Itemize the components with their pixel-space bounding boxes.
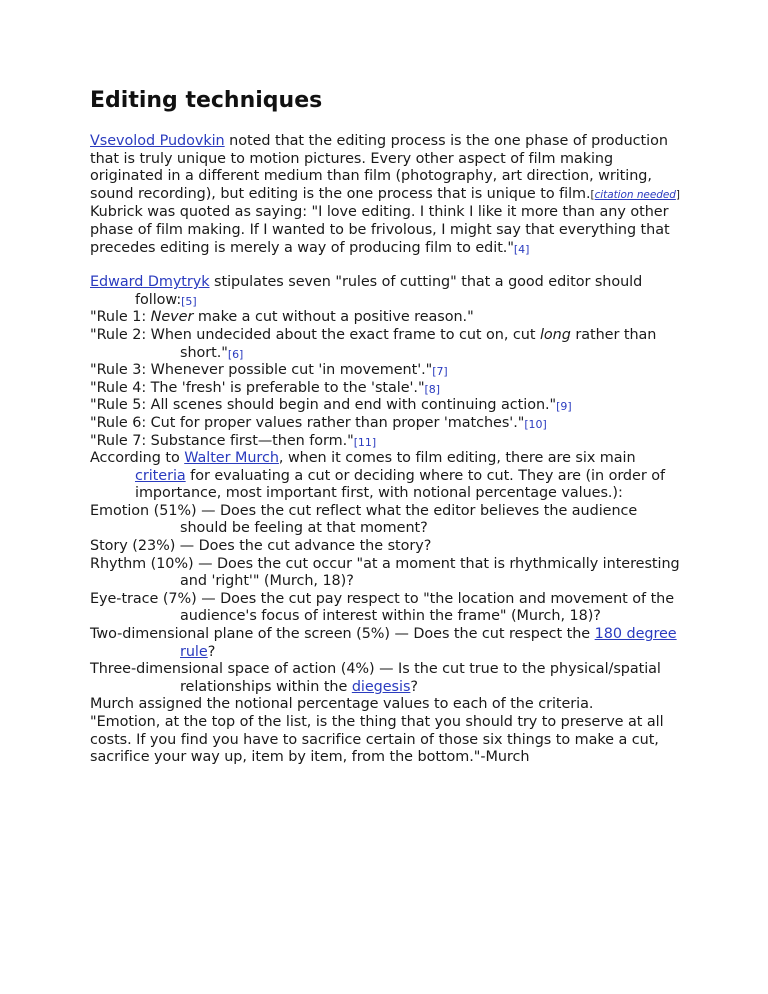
paragraph-text: Kubrick was quoted as saying: "I love editing. I think I like it more than any other phase of film making. If I wanted to be frivolous, I might say that everything that precedes editing is merely a way of producing film to edit." <box>90 204 670 256</box>
criterion-text: Two-dimensional plane of the screen (5%) — Does the cut respect the <box>90 626 595 643</box>
paragraph-gap <box>90 257 686 274</box>
rule-5 <box>90 397 686 415</box>
rule-emphasis: Never <box>150 309 194 326</box>
criterion-eye-trace: Eye-trace (7%) — Does the cut pay respect to "the location and movement of the audience's focus of interest within the frame" (Murch, 18)? <box>90 590 675 625</box>
criterion-text: ? <box>207 643 216 660</box>
link-diegesis[interactable]: diegesis <box>351 678 411 695</box>
paragraph-text: , when it comes to film editing, there are six main <box>278 450 636 467</box>
rule-text: "Rule 3: Whenever possible cut 'in movement'." <box>90 362 433 379</box>
criterion-rhythm: Rhythm (10%) — Does the cut occur "at a moment that is rhythmically interesting and 'right'" (Murch, 18)? <box>90 555 680 590</box>
rule-text: "Rule 6: Cut for proper values rather than proper 'matches'." <box>90 414 525 431</box>
paragraph-pudovkin <box>90 133 686 257</box>
rule-7 <box>90 433 686 451</box>
criterion-emotion: Emotion (51%) — Does the cut reflect what the editor believes the audience should be feeling at that moment? <box>90 502 638 537</box>
criterion-text: ? <box>410 678 418 695</box>
rule-text: "Rule 1: <box>90 309 151 326</box>
criterion-three-dimensional <box>90 661 686 696</box>
rule-text: "Rule 5: All scenes should begin and end with continuing action." <box>90 397 557 414</box>
paragraph-murch-intro <box>90 450 686 503</box>
rule-4 <box>90 380 686 398</box>
link-edward-dmytryk[interactable]: Edward Dmytryk <box>90 274 210 291</box>
rule-text: "Rule 2: When undecided about the exact frame to cut on, cut <box>90 326 540 343</box>
rule-text: "Rule 4: The 'fresh' is preferable to the 'stale'." <box>90 379 425 396</box>
murch-quote: "Emotion, at the top of the list, is the thing that you should try to preserve at all costs. If you find you have to sacrifice certain of those six things to make a cut, sacrifice your way up, item by item, from the bottom."-Murch <box>90 714 664 766</box>
reference-11[interactable]: [11] <box>353 435 377 449</box>
closing-line: Murch assigned the notional percentage values to each of the criteria. <box>90 696 594 713</box>
citation-needed-tag[interactable]: [citation needed] <box>590 188 680 201</box>
paragraph-text: According to <box>90 450 185 467</box>
article-body <box>90 133 686 767</box>
link-180-degree-rule[interactable]: 180 degree rule <box>180 626 677 660</box>
reference-7[interactable]: [7] <box>432 365 448 379</box>
rule-text: rather than short." <box>180 326 657 361</box>
link-vsevolod-pudovkin[interactable]: Vsevolod Pudovkin <box>90 133 225 149</box>
link-citation-needed[interactable]: citation needed <box>594 188 676 201</box>
criterion-two-dimensional <box>90 626 686 661</box>
section-heading: Editing techniques <box>90 88 323 113</box>
paragraph-text: stipulates seven "rules of cutting" that a good editor should follow: <box>135 274 643 308</box>
reference-5[interactable]: [5] <box>181 294 197 308</box>
criterion-text: Three-dimensional space of action (4%) — Is the cut true to the physical/spatial relationships within the <box>90 661 661 695</box>
paragraph-dmytryk <box>90 274 686 309</box>
rule-text: make a cut without a positive reason." <box>193 309 474 326</box>
rule-emphasis: long <box>539 326 571 343</box>
reference-9[interactable]: [9] <box>556 400 572 414</box>
link-criteria[interactable]: criteria <box>135 467 186 484</box>
link-walter-murch[interactable]: Walter Murch <box>184 450 279 467</box>
paragraph-text: noted that the editing process is the one phase of production that is truly unique to motion pictures. Every other aspect of film making originated in a different medium than film (photography, art direction, writing, sound recording), but editing is the one process that is unique to film. <box>90 133 668 202</box>
rule-3 <box>90 362 686 380</box>
rule-6 <box>90 415 686 433</box>
rule-1 <box>90 309 686 327</box>
paragraph-text: for evaluating a cut or deciding where to cut. They are (in order of importance, most important first, with notional percentage values.): <box>135 467 665 502</box>
reference-6[interactable]: [6] <box>227 347 244 361</box>
rule-2 <box>90 327 686 362</box>
reference-10[interactable]: [10] <box>524 417 547 431</box>
rule-text: "Rule 7: Substance first—then form." <box>90 432 354 449</box>
reference-4[interactable]: [4] <box>513 242 530 256</box>
reference-8[interactable]: [8] <box>424 382 440 396</box>
criterion-story: Story (23%) — Does the cut advance the story? <box>90 538 432 555</box>
